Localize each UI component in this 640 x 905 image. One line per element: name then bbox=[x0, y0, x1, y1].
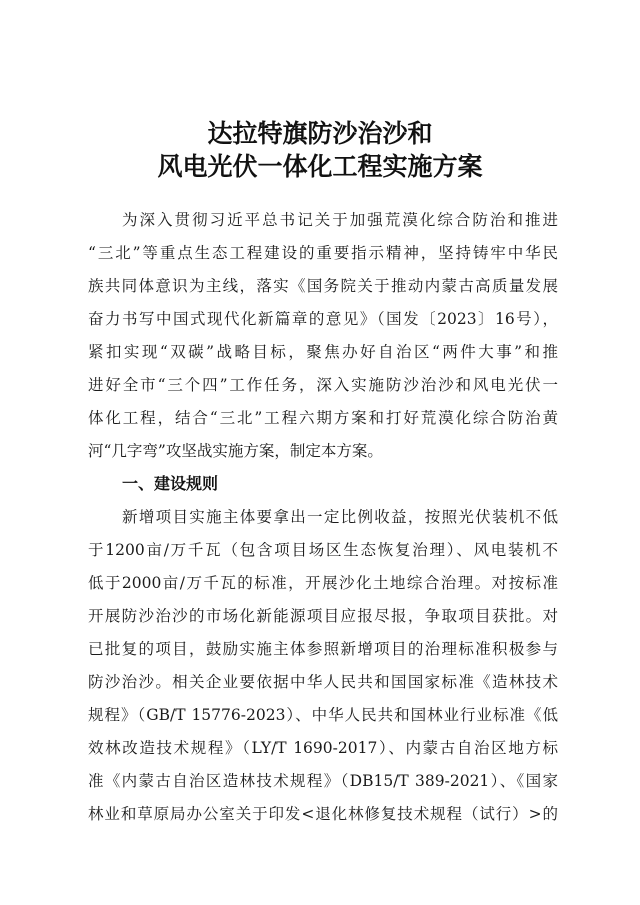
section-paragraph-line: 林业和草原局办公室关于印发<退化林修复技术规程（试行）>的 bbox=[88, 805, 558, 823]
section-paragraph-line: 新增项目实施主体要拿出一定比例收益，按照光伏装机不低 bbox=[122, 508, 558, 526]
section-paragraph-line: 低于2000亩/万千瓦的标准，开展沙化土地综合治理。对按标准 bbox=[88, 574, 558, 592]
intro-paragraph-line: 河“几字弯”攻坚战实施方案，制定本方案。 bbox=[88, 442, 383, 460]
intro-paragraph-line: 为深入贯彻习近平总书记关于加强荒漠化综合防治和推进 bbox=[122, 211, 558, 229]
intro-paragraph-line: “三北”等重点生态工程建设的重要指示精神，坚持铸牢中华民 bbox=[88, 244, 558, 262]
intro-paragraph-line: 紧扣实现“双碳”战略目标，聚焦办好自治区“两件大事”和推 bbox=[88, 343, 558, 361]
intro-paragraph-line: 族共同体意识为主线，落实《国务院关于推动内蒙古高质量发展 bbox=[88, 277, 558, 295]
section-paragraph-line: 准《内蒙古自治区造林技术规程》（DB15/T 389-2021）、《国家 bbox=[88, 772, 558, 790]
section-paragraph-line: 于1200亩/万千瓦（包含项目场区生态恢复治理）、风电装机不 bbox=[88, 541, 558, 559]
section-paragraph-line: 已批复的项目，鼓励实施主体参照新增项目的治理标准积极参与 bbox=[88, 640, 558, 658]
intro-paragraph-line: 奋力书写中国式现代化新篇章的意见》（国发〔2023〕16号）， bbox=[88, 310, 558, 328]
section-heading: 一、建设规则 bbox=[122, 474, 219, 493]
intro-paragraph-line: 进好全市“三个四”工作任务，深入实施防沙治沙和风电光伏一 bbox=[88, 376, 558, 394]
section-paragraph-line: 防沙治沙。相关企业要依据中华人民共和国国家标准《造林技术 bbox=[88, 673, 558, 691]
section-paragraph-line: 效林改造技术规程》（LY/T 1690-2017）、内蒙古自治区地方标 bbox=[88, 739, 558, 757]
document-title-line-1: 达拉特旗防沙治沙和 bbox=[207, 119, 433, 148]
intro-paragraph-line: 体化工程，结合“三北”工程六期方案和打好荒漠化综合防治黄 bbox=[88, 409, 558, 427]
document-title-line-2: 风电光伏一体化工程实施方案 bbox=[157, 152, 483, 181]
section-paragraph-line: 开展防沙治沙的市场化新能源项目应报尽报，争取项目获批。对 bbox=[88, 607, 558, 625]
section-paragraph-line: 规程》（GB/T 15776-2023）、中华人民共和国林业行业标准《低 bbox=[88, 706, 558, 724]
